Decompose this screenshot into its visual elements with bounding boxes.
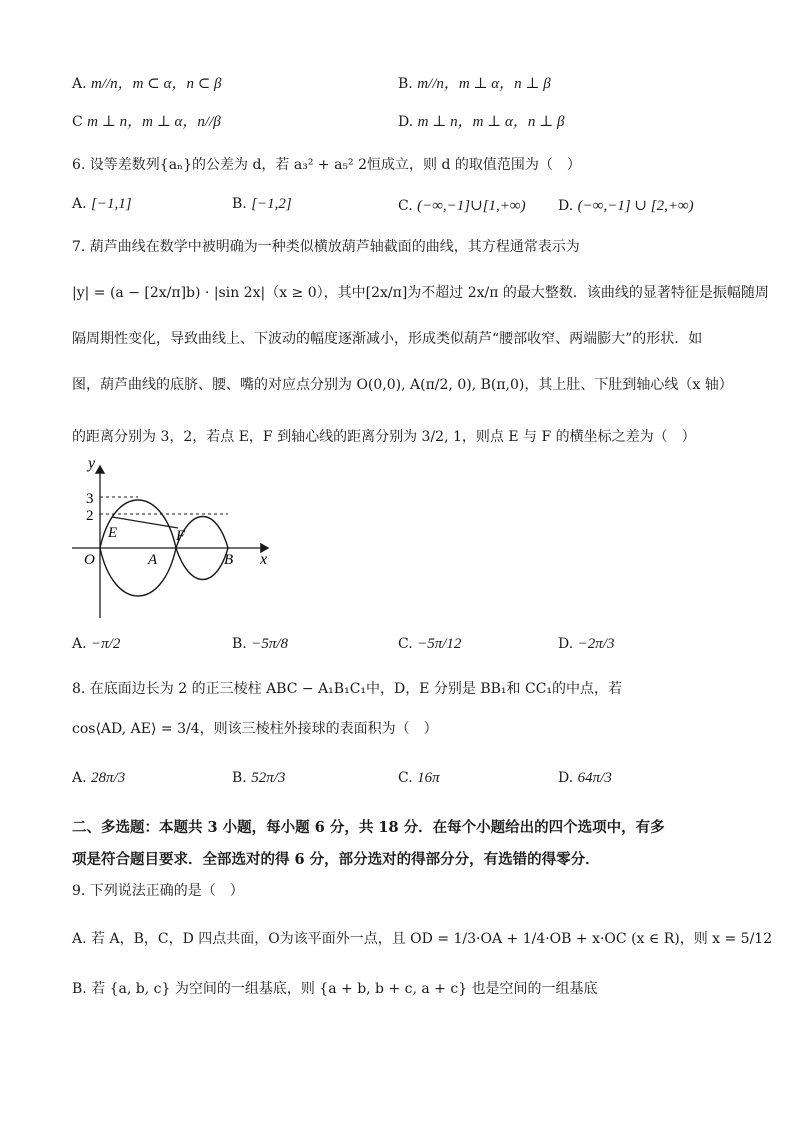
label-o: O	[84, 552, 95, 568]
q7-option-d[interactable]: D. −2π/3	[558, 636, 615, 652]
q7-line-3: 隔周期性变化，导致曲线上、下波动的幅度逐渐减小，形成类似葫芦“腰部收窄、两端膨大”的形状．如	[72, 331, 703, 347]
q6-option-b[interactable]: B. [−1,2]	[232, 196, 292, 212]
q9-option-a[interactable]: A. 若 A，B，C，D 四点共面，O为该平面外一点，且 OD = 1/3·OA + 1/4·OB + x·OC (x ∈ R)，则 x = 5/12	[72, 931, 773, 947]
upper-curve	[100, 500, 228, 580]
q9-option-b[interactable]: B. 若 {a, b, c} 为空间的一组基底，则 {a + b, b + c, a + c} 也是空间的一组基底	[72, 981, 598, 997]
tick-3: 3	[86, 491, 94, 507]
label-a: A	[148, 552, 158, 568]
q5-option-b[interactable]: B. m//n，m ⊥ α，n ⊥ β	[398, 76, 551, 92]
section-2-heading-line-2: 项是符合题目要求．全部选对的得 6 分，部分选对的得部分分，有选错的得零分．	[72, 851, 600, 868]
q8-option-d[interactable]: D. 64π/3	[558, 770, 612, 786]
q8-option-a[interactable]: A. 28π/3	[72, 770, 126, 786]
label-e: E	[108, 525, 118, 541]
y-axis-label: y	[88, 458, 96, 472]
q7-line-5: 的距离分别为 3，2，若点 E，F 到轴心线的距离分别为 3/2, 1，则点 E 与 F 的横坐标之差为（ ）	[72, 429, 696, 445]
q9-stem: 9. 下列说法正确的是（ ）	[72, 883, 244, 899]
q7-line-2: |y| = (a − [2x/π]b) · |sin 2x|（x ≥ 0），其中[2x/π]为不超过 2x/π 的最大整数．该曲线的显著特征是振幅随周	[72, 285, 769, 301]
q8-option-c[interactable]: C. 16π	[398, 770, 440, 786]
q5-option-a[interactable]: A. m//n，m ⊂ α，n ⊂ β	[72, 76, 222, 92]
q7-line-1: 7. 葫芦曲线在数学中被明确为一种类似横放葫芦轴截面的曲线，其方程通常表示为	[72, 239, 580, 255]
q5-option-c[interactable]: C m ⊥ n，m ⊥ α，n//β	[72, 114, 221, 130]
lower-curve	[100, 517, 228, 597]
q8-line-2: cos⟨AD, AE⟩ = 3/4，则该三棱柱外接球的表面积为（ ）	[72, 721, 438, 737]
q7-option-b[interactable]: B. −5π/8	[232, 636, 289, 652]
section-2-heading-line-1: 二、多选题：本题共 3 小题，每小题 6 分，共 18 分．在每个小题给出的四个选项中，有多	[72, 819, 665, 836]
q5-option-d[interactable]: D. m ⊥ n，m ⊥ α，n ⊥ β	[398, 114, 565, 130]
q6-stem: 6. 设等差数列{aₙ}的公差为 d，若 a₃² + a₅² 2恒成立，则 d 的取值范围为（ ）	[72, 157, 581, 173]
q7-option-a[interactable]: A. −π/2	[72, 636, 121, 652]
q8-option-b[interactable]: B. 52π/3	[232, 770, 286, 786]
label-b: B	[224, 552, 234, 568]
x-axis-label: x	[260, 551, 268, 568]
q8-line-1: 8. 在底面边长为 2 的正三棱柱 ABC − A₁B₁C₁中，D，E 分别是 BB₁和 CC₁的中点，若	[72, 681, 623, 697]
q6-option-d[interactable]: D. (−∞,−1] ∪ [2,+∞)	[558, 198, 694, 214]
q6-option-a[interactable]: A. [−1,1]	[72, 196, 132, 212]
q7-option-c[interactable]: C. −5π/12	[398, 636, 462, 652]
q7-line-4: 图，葫芦曲线的底脐、腰、嘴的对应点分别为 O(0,0), A(π/2, 0), B(π,0)，其上肚、下肚到轴心线（x 轴）	[72, 377, 733, 393]
segment-ef	[112, 517, 178, 528]
gourd-curve-graph	[62, 458, 277, 626]
tick-2: 2	[86, 508, 94, 524]
label-f: F	[176, 528, 186, 544]
q6-option-c[interactable]: C. (−∞,−1]∪[1,+∞)	[398, 198, 526, 214]
